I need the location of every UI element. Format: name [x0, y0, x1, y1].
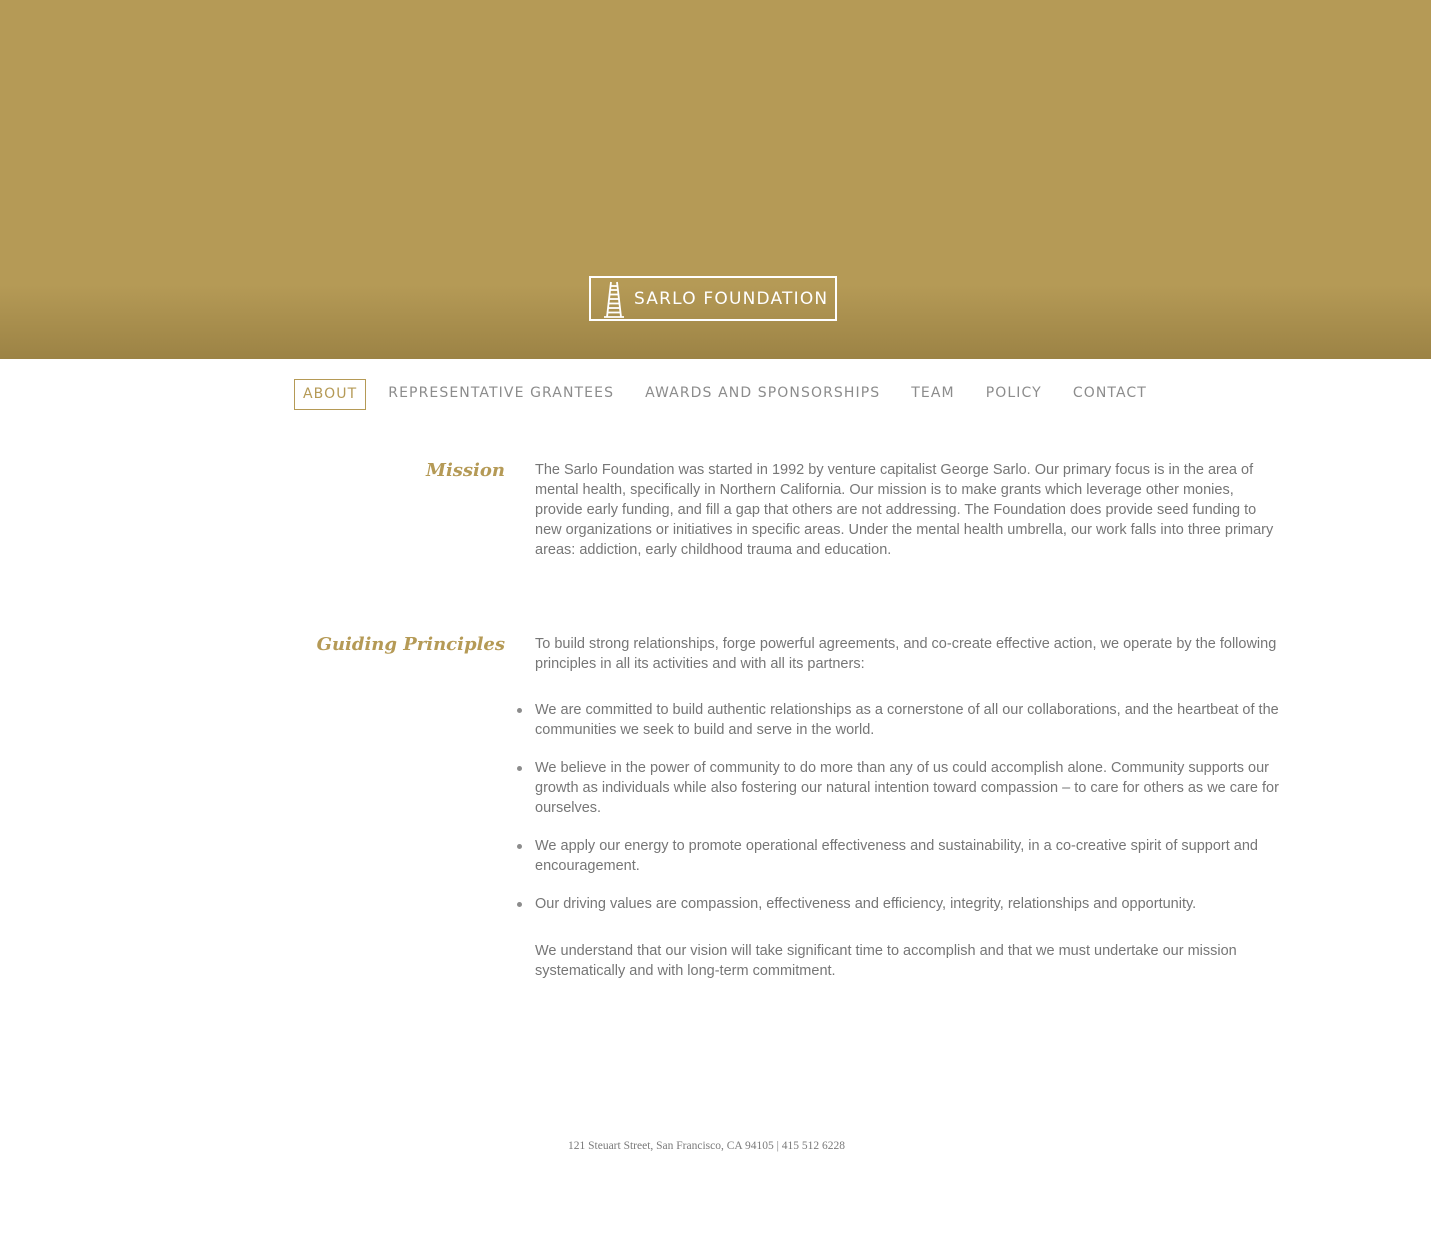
list-item: We are committed to build authentic relationships as a cornerstone of all our collaborations, and the heartbeat of the communities we seek to build and serve in the world. [535, 700, 1285, 740]
principles-list [535, 700, 1285, 932]
mission-paragraph: The Sarlo Foundation was started in 1992 by venture capitalist George Sarlo. Our primary focus is in the area of mental health, specifically in Northern California. Our mission is to make grants which leverage other monies, provide early funding, and fill a gap that others are not addressing. The Foundation does provide seed funding to new organizations or initiatives in specific areas. Under the mental health umbrella, our work falls into three primary areas: addiction, early childhood trauma and education. [535, 462, 1274, 558]
brand-name: SARLO FOUNDATION [634, 288, 829, 309]
principles-intro-paragraph: To build strong relationships, forge powerful agreements, and co-create effective action, we operate by the following principles in all its activities and with all its partners: [535, 636, 1277, 672]
main-nav [294, 379, 1178, 410]
nav-item-contact[interactable]: CONTACT [1072, 385, 1147, 401]
mission-heading: Mission [426, 460, 505, 481]
ladder-icon [604, 280, 624, 318]
list-item: Our driving values are compassion, effectiveness and efficiency, integrity, relationships and opportunity. [535, 894, 1285, 914]
closing-paragraph: We understand that our vision will take significant time to accomplish and that we must undertake our mission systematically and with long-term commitment. [535, 943, 1237, 979]
logo-link[interactable] [589, 276, 837, 321]
nav-item-awards-and-sponsorships[interactable]: AWARDS AND SPONSORSHIPS [645, 385, 881, 401]
hero-banner [0, 0, 1431, 359]
footer-address: 121 Steuart Street, San Francisco, CA 94105 | 415 512 6228 [568, 1140, 845, 1152]
list-item: We believe in the power of community to do more than any of us could accomplish alone. Community supports our growth as individuals while also fostering our natural intention toward compassion – to care for others as we care for ourselves. [535, 758, 1285, 818]
mission-text [535, 460, 1285, 560]
principles-closing [535, 941, 1285, 981]
nav-item-about[interactable]: ABOUT [294, 379, 366, 410]
list-item: We apply our energy to promote operational effectiveness and sustainability, in a co-creative spirit of support and encouragement. [535, 836, 1285, 876]
nav-item-representative-grantees[interactable]: REPRESENTATIVE GRANTEES [388, 385, 615, 401]
principles-intro [535, 634, 1285, 674]
principles-heading: Guiding Principles [316, 634, 505, 655]
nav-item-team[interactable]: TEAM [911, 385, 955, 401]
nav-item-policy[interactable]: POLICY [985, 385, 1042, 401]
